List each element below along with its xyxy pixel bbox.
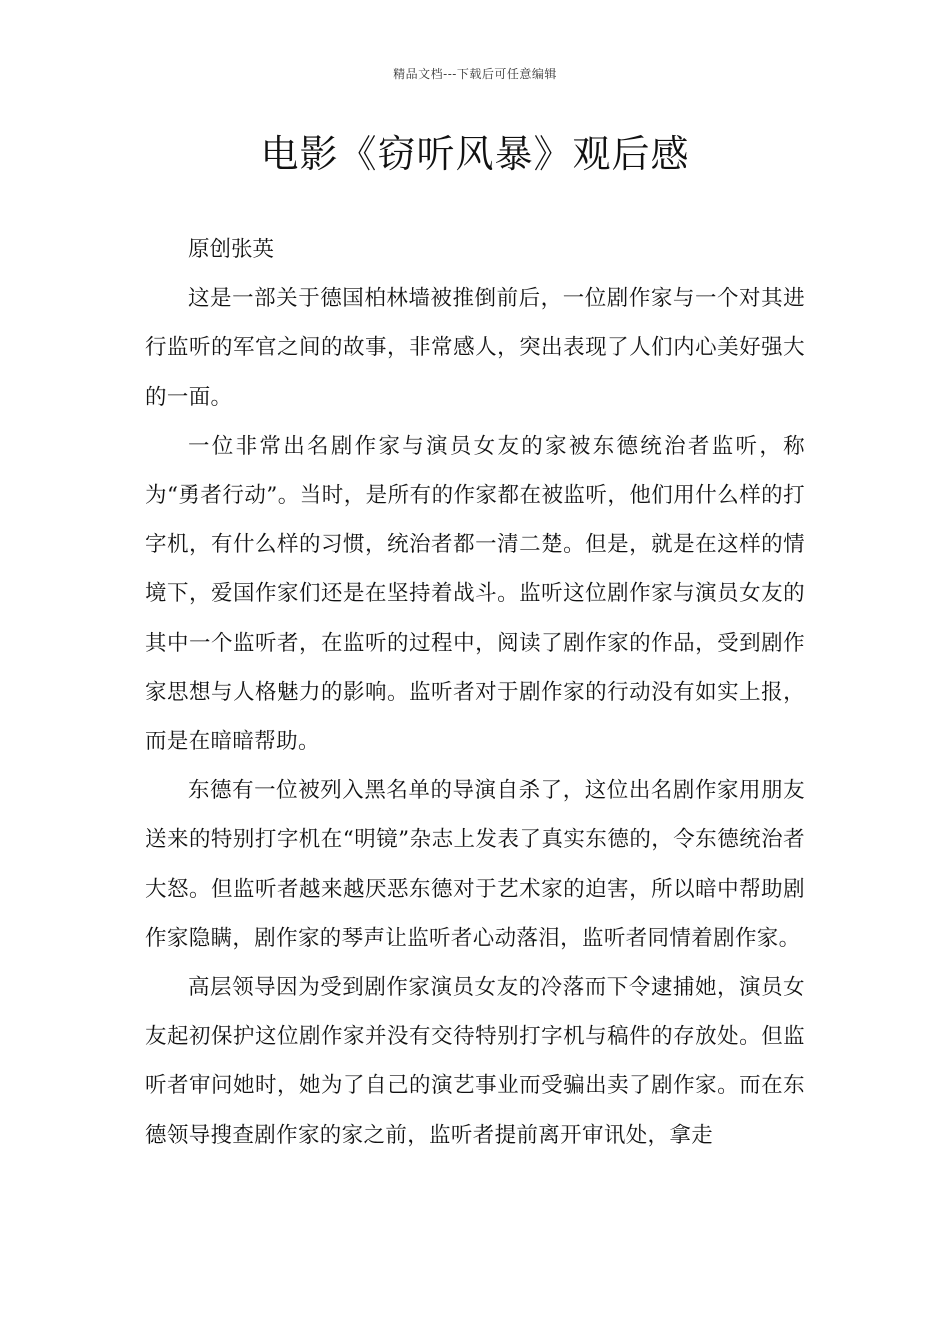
document-body bbox=[145, 225, 805, 1160]
paragraph: 东德有一位被列入黑名单的导演自杀了，这位出名剧作家用朋友送来的特别打字机在“明镜”杂志上发表了真实东德的，令东德统治者大怒。但监听者越来越厌恶东德对于艺术家的迫害，所以暗中帮助剧作家隐瞒，剧作家的琴声让监听者心动落泪，监听者同情着剧作家。 bbox=[145, 778, 805, 951]
paragraph: 一位非常出名剧作家与演员女友的家被东德统治者监听，称为“勇者行动”。当时，是所有的作家都在被监听，他们用什么样的打字机，有什么样的习惯，统治者都一清二楚。但是，就是在这样的情境下，爱国作家们还是在坚持着战斗。监听这位剧作家与演员女友的其中一个监听者，在监听的过程中，阅读了剧作家的作品，受到剧作家思想与人格魅力的影响。监听者对于剧作家的行动没有如实上报，而是在暗暗帮助。 bbox=[145, 433, 805, 755]
paragraph: 这是一部关于德国柏林墙被推倒前后，一位剧作家与一个对其进行监听的军官之间的故事，非常感人，突出表现了人们内心美好强大的一面。 bbox=[145, 286, 805, 410]
paragraph: 高层领导因为受到剧作家演员女友的冷落而下令逮捕她，演员女友起初保护这位剧作家并没有交待特别打字机与稿件的存放处。但监听者审问她时，她为了自己的演艺事业而受骗出卖了剧作家。而在东德领导搜查剧作家的家之前，监听者提前离开审讯处，拿走 bbox=[145, 975, 805, 1148]
document-title: 电影《窃听风暴》观后感 bbox=[260, 132, 690, 176]
header-note: 精品文档---下载后可任意编辑 bbox=[393, 67, 557, 81]
author-line: 原创张英 bbox=[188, 237, 275, 262]
